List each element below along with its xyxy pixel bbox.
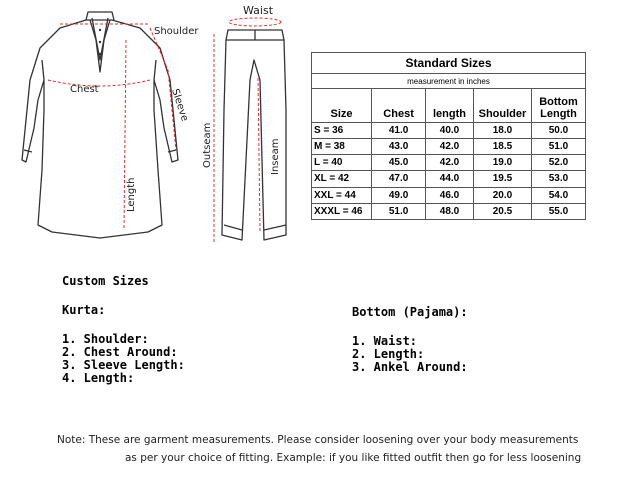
shoulder-cell: 20.5 bbox=[473, 203, 531, 219]
bottom-length-cell: 55.0 bbox=[531, 203, 585, 219]
chest-cell: 47.0 bbox=[372, 171, 426, 187]
kurta-item-shoulder: 1. Shoulder: bbox=[62, 332, 149, 346]
kurta-item-chest: 2. Chest Around: bbox=[62, 345, 178, 359]
standard-sizes-table bbox=[311, 52, 586, 220]
shoulder-label: Shoulder bbox=[154, 26, 199, 37]
bottom-item-ankle: 3. Ankel Around: bbox=[352, 360, 468, 374]
col-bottom-length: Bottom Length bbox=[531, 89, 585, 122]
kurta-collar bbox=[86, 12, 114, 20]
col-shoulder: Shoulder bbox=[473, 89, 531, 122]
note-line-2: as per your choice of fitting. Example: if you like fitted outfit then go for less loosening bbox=[125, 452, 582, 464]
shoulder-cell: 19.5 bbox=[473, 171, 531, 187]
kurta-measure-list bbox=[62, 333, 185, 385]
inseam-label: Inseam bbox=[270, 138, 281, 175]
chest-cell: 41.0 bbox=[372, 122, 426, 138]
shoulder-cell: 18.5 bbox=[473, 139, 531, 155]
table-header-row bbox=[312, 89, 586, 122]
chest-cell: 45.0 bbox=[372, 155, 426, 171]
waist-measure bbox=[229, 18, 281, 26]
chest-cell: 51.0 bbox=[372, 203, 426, 219]
length-cell: 46.0 bbox=[426, 187, 474, 203]
length-cell: 42.0 bbox=[426, 139, 474, 155]
kurta-diagram bbox=[0, 0, 200, 260]
length-cell: 42.0 bbox=[426, 155, 474, 171]
kurta-outline bbox=[22, 20, 178, 238]
sleeve-label: Sleeve bbox=[169, 87, 190, 123]
bottom-measure-list bbox=[352, 335, 468, 374]
waist-label: Waist bbox=[243, 4, 274, 17]
size-cell: L = 40 bbox=[312, 155, 372, 171]
chest-cell: 43.0 bbox=[372, 139, 426, 155]
table-subtitle: measurement in inches bbox=[312, 74, 586, 89]
size-cell: XXL = 44 bbox=[312, 187, 372, 203]
table-row bbox=[312, 139, 586, 155]
pajama-diagram bbox=[200, 0, 310, 260]
bottom-heading: Bottom (Pajama): bbox=[352, 305, 468, 319]
shoulder-cell: 20.0 bbox=[473, 187, 531, 203]
table-row bbox=[312, 155, 586, 171]
shoulder-cell: 19.0 bbox=[473, 155, 531, 171]
bottom-length-cell: 52.0 bbox=[531, 155, 585, 171]
custom-sizes-title: Custom Sizes bbox=[62, 274, 149, 288]
table-title: Standard Sizes bbox=[312, 53, 586, 74]
chest-label: Chest bbox=[70, 84, 99, 95]
size-cell: M = 38 bbox=[312, 139, 372, 155]
length-cell: 48.0 bbox=[426, 203, 474, 219]
shoulder-cell: 18.0 bbox=[473, 122, 531, 138]
table-row bbox=[312, 187, 586, 203]
bottom-length-cell: 53.0 bbox=[531, 171, 585, 187]
outseam-label: Outseam bbox=[202, 122, 213, 168]
bottom-item-waist: 1. Waist: bbox=[352, 334, 418, 348]
table-row bbox=[312, 203, 586, 219]
kurta-heading: Kurta: bbox=[62, 303, 106, 317]
table-row bbox=[312, 122, 586, 138]
chest-measure bbox=[48, 80, 150, 86]
note-line-1: Note: These are garment measurements. Please consider loosening over your body measurements bbox=[57, 434, 579, 446]
chest-cell: 49.0 bbox=[372, 187, 426, 203]
kurta-item-length: 4. Length: bbox=[62, 371, 135, 385]
bottom-length-cell: 50.0 bbox=[531, 122, 585, 138]
table-row bbox=[312, 171, 586, 187]
size-cell: S = 36 bbox=[312, 122, 372, 138]
length-cell: 40.0 bbox=[426, 122, 474, 138]
kurta-item-sleeve: 3. Sleeve Length: bbox=[62, 358, 185, 372]
length-cell: 44.0 bbox=[426, 171, 474, 187]
bottom-length-cell: 54.0 bbox=[531, 187, 585, 203]
size-cell: XL = 42 bbox=[312, 171, 372, 187]
col-length: length bbox=[426, 89, 474, 122]
inseam-measure bbox=[258, 78, 260, 232]
length-label: Length bbox=[126, 177, 137, 212]
size-cell: XXXL = 46 bbox=[312, 203, 372, 219]
col-chest: Chest bbox=[372, 89, 426, 122]
col-size: Size bbox=[312, 89, 372, 122]
bottom-item-length: 2. Length: bbox=[352, 347, 425, 361]
bottom-length-cell: 51.0 bbox=[531, 139, 585, 155]
